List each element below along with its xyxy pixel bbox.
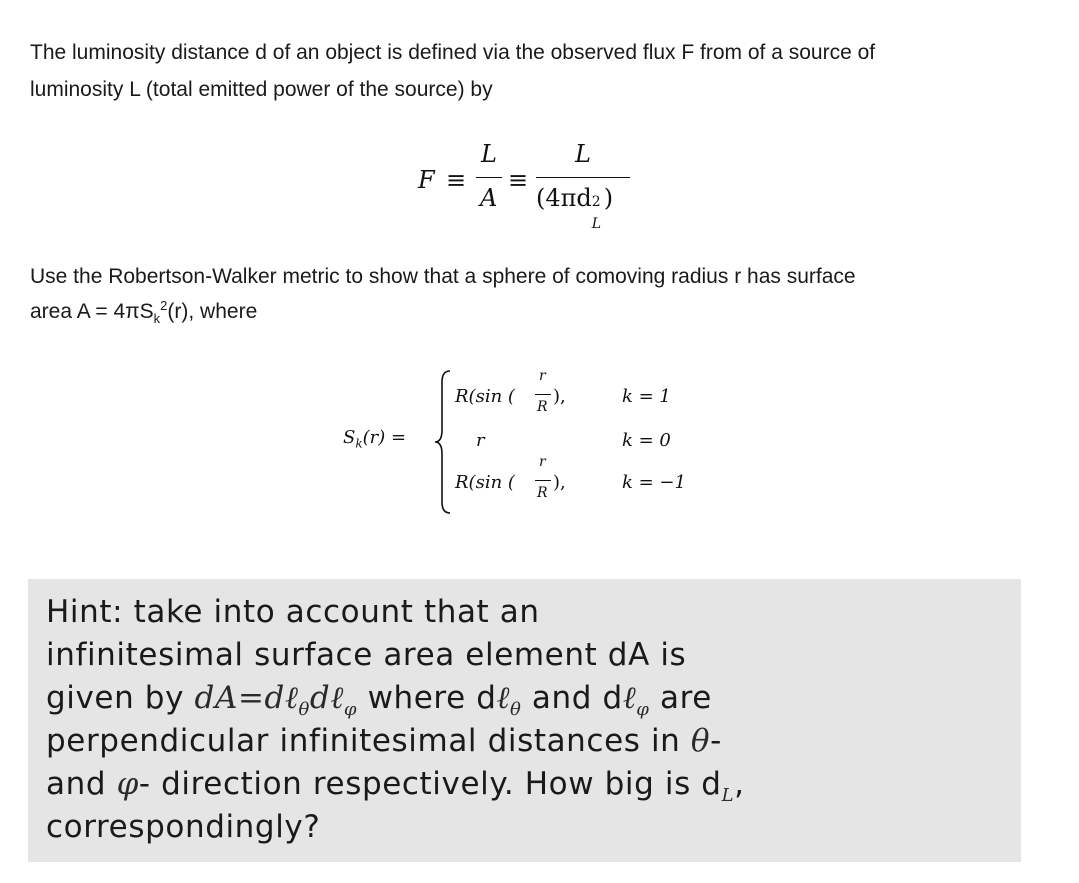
eq2-lhs	[343, 427, 407, 451]
handwritten-formula	[194, 680, 358, 721]
eq1-lhs: F	[418, 166, 435, 194]
hint-box	[28, 579, 1021, 862]
case3-frac-num: r	[539, 454, 546, 470]
case3-frac-bar	[535, 480, 551, 481]
eq1-frac1-denominator: A	[480, 184, 498, 212]
hint-line-3-mid: where d	[357, 680, 497, 716]
case1-expression: R(sin (	[455, 386, 515, 407]
hint-line-5-pre: and	[46, 766, 107, 802]
hint-line-2: infinitesimal surface area element dA is	[46, 637, 687, 673]
case3-expression: R(sin (	[455, 472, 515, 493]
eq1-equiv-1: ≡	[446, 166, 467, 194]
hint-line-1: Hint: take into account that an	[46, 594, 540, 630]
hint-line-3	[46, 677, 1021, 720]
hw-ell-1: ℓ	[496, 680, 511, 716]
hint-line-3-pre: given by	[46, 680, 185, 716]
hint-line-3-post: are	[649, 680, 712, 716]
case1-frac-bar	[535, 394, 551, 395]
eq1-frac2-numerator: L	[575, 140, 591, 168]
eq1-den-pre: (4πd	[536, 184, 592, 212]
case1-frac-num: r	[539, 368, 546, 384]
hint-line-6: correspondingly?	[46, 809, 321, 845]
hint-line-4-pre: perpendicular infinitesimal distances in	[46, 723, 681, 759]
hw-theta: θ	[690, 723, 711, 759]
case1-close: ),	[553, 386, 566, 407]
hw-formula-sub-2: φ	[343, 699, 358, 721]
task-line-2-pre: area A = 4πS	[30, 300, 154, 323]
task-line-1: Use the Robertson-Walker metric to show that a sphere of comoving radius r has surface	[30, 265, 856, 288]
case2-expression: r	[476, 430, 485, 451]
task-line-2-sub: k	[153, 311, 161, 327]
hw-theta-sub: θ	[510, 699, 522, 721]
intro-line-1: The luminosity distance d of an object is defined via the observed flux F from of a source of	[30, 41, 876, 64]
hw-phi: φ	[116, 766, 139, 802]
eq1-frac1-numerator: L	[481, 140, 497, 168]
eq1-equiv-2: ≡	[508, 166, 529, 194]
left-brace	[432, 368, 454, 516]
hw-formula-sub-1: θ	[298, 699, 310, 721]
eq2-lhs-s: S	[343, 427, 356, 448]
task-line-2-post: (r), where	[167, 300, 258, 323]
case1-condition: k = 1	[622, 386, 671, 407]
case3-close: ),	[553, 472, 566, 493]
hw-ell-2: ℓ	[622, 680, 637, 716]
task-line-2-sup: 2	[160, 298, 168, 313]
intro-line-2: luminosity L (total emitted power of the source) by	[30, 78, 493, 101]
eq1-den-post: )	[603, 184, 614, 212]
hw-formula-part-1: dA=dℓ	[194, 680, 299, 716]
eq2-lhs-arg: (r) =	[362, 427, 407, 448]
hint-line-4	[46, 720, 1021, 763]
eq2-lhs-sub: k	[355, 436, 363, 451]
case2-condition: k = 0	[622, 430, 671, 451]
eq1-frac2-denominator: (4πd 2 L )	[536, 184, 614, 232]
hint-text	[46, 591, 1021, 849]
hw-formula-part-2: dℓ	[309, 680, 344, 716]
case1-frac-den: R	[537, 399, 548, 415]
hw-l-sub: L	[721, 785, 735, 807]
hint-line-4-post: -	[710, 723, 722, 759]
hw-phi-sub: φ	[636, 699, 650, 721]
hint-line-5-post: - direction respectively. How big is d	[138, 766, 722, 802]
case3-condition: k = −1	[622, 472, 686, 493]
case3-frac-den: R	[537, 485, 548, 501]
hint-line-5	[46, 763, 1021, 806]
hint-line-5-end: ,	[734, 766, 745, 802]
hint-line-3-and: and d	[521, 680, 623, 716]
